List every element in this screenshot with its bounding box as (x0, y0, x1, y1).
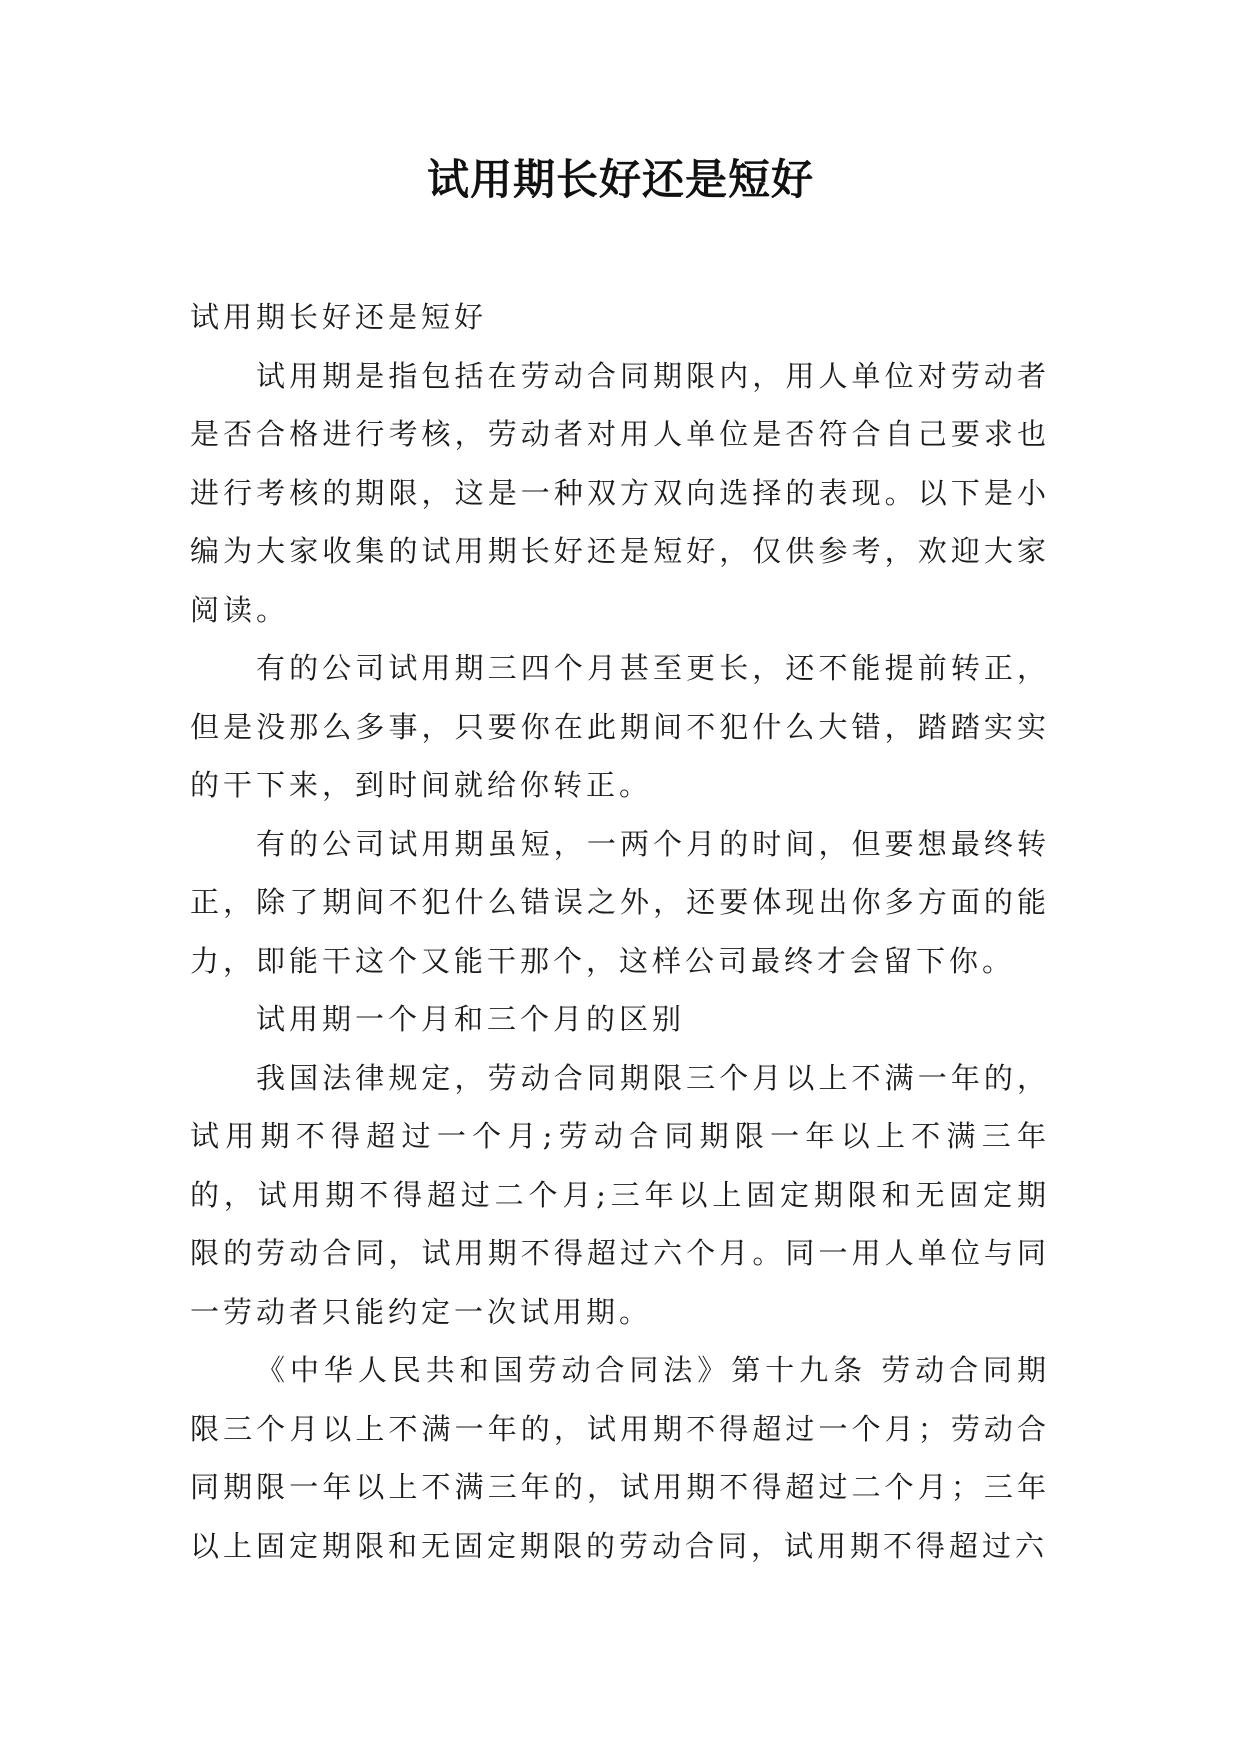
paragraph-subheading: 试用期一个月和三个月的区别 (256, 1002, 686, 1036)
paragraph: 我国法律规定，劳动合同期限三个月以上不满一年的，试用期不得超过一个月;劳动合同期限一年以上不满三年的，试用期不得超过二个月;三年以上固定期限和无固定期限的劳动合同，试用期不得超过六个月。同一用人单位与同一劳动者只能约定一次试用期。 (190, 1060, 1050, 1329)
paragraph: 有的公司试用期虽短，一两个月的时间，但要想最终转正，除了期间不犯什么错误之外，还要体现出你多方面的能力，即能干这个又能干那个，这样公司最终才会留下你。 (190, 826, 1050, 978)
document-title: 试用期长好还是短好 (426, 155, 814, 204)
paragraph: 《中华人民共和国劳动合同法》第十九条 劳动合同期限三个月以上不满一年的，试用期不得超过一个月；劳动合同期限一年以上不满三年的，试用期不得超过二个月；三年以上固定期限和无固定期限的劳动合同，试用期不得超过六 (190, 1353, 1050, 1563)
document-body (190, 288, 1050, 1575)
paragraph: 有的公司试用期三四个月甚至更长，还不能提前转正，但是没那么多事，只要你在此期间不犯什么大错，踏踏实实的干下来，到时间就给你转正。 (190, 651, 1050, 802)
paragraph: 试用期是指包括在劳动合同期限内，用人单位对劳动者是否合格进行考核，劳动者对用人单位是否符合自己要求也进行考核的期限，这是一种双方双向选择的表现。以下是小编为大家收集的试用期长好还是短好，仅供参考，欢迎大家阅读。 (190, 358, 1050, 627)
paragraph-heading: 试用期长好还是短好 (190, 300, 488, 334)
